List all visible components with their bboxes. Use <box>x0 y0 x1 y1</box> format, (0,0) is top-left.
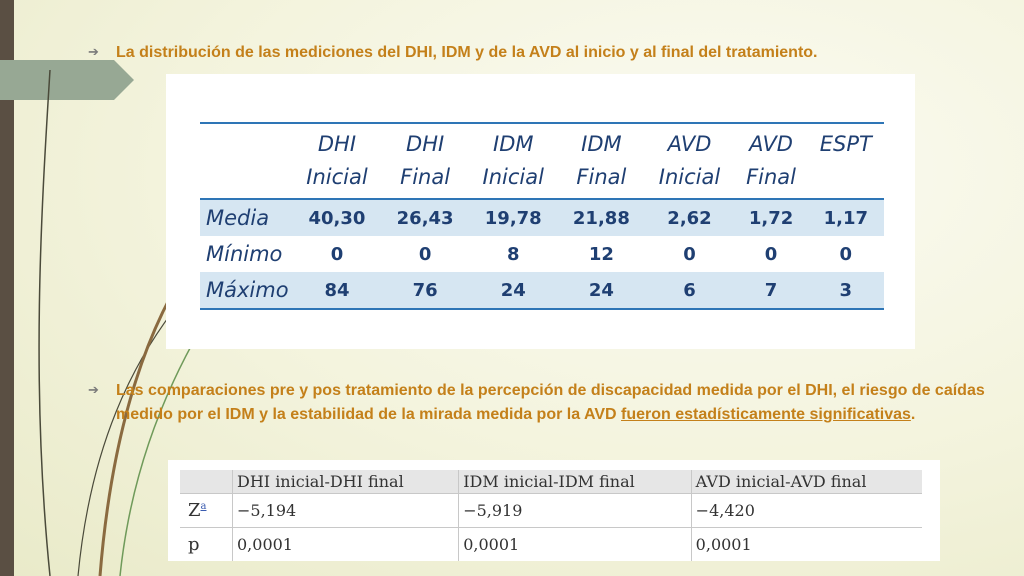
table-cell: 26,43 <box>382 199 468 236</box>
table-cell: 0 <box>330 243 344 265</box>
table-cell: 0 <box>764 243 778 265</box>
table-cell: 3 <box>808 272 884 309</box>
table-row <box>200 199 884 236</box>
table-cell: 19,78 <box>468 199 558 236</box>
arrow-bullet-icon: ➔ <box>88 44 99 59</box>
footnote-link[interactable]: a <box>200 501 207 512</box>
table-cell: 24 <box>558 272 644 309</box>
table-cell: 24 <box>468 272 558 309</box>
arrow-bullet-icon: ➔ <box>88 382 99 397</box>
bullet-text-1: La distribución de las mediciones del DHI, IDM y de la AVD al inicio y al final del tratamiento. <box>116 44 818 61</box>
table-cell: 0,0001 <box>691 528 922 562</box>
stats-table-header <box>200 123 884 199</box>
stats-table-panel <box>166 74 915 349</box>
row-label: Media <box>200 199 292 236</box>
table-cell: 1,72 <box>734 199 807 236</box>
table-row <box>180 528 922 562</box>
header-cell: DHI Final <box>400 132 451 189</box>
table-cell: 0 <box>418 243 432 265</box>
stats-table <box>200 122 884 310</box>
table-cell: 0,0001 <box>233 528 459 562</box>
bullet-text-2: Las comparaciones pre y pos tratamiento de la percepción de discapacidad medida por el DHI, el riesgo de caídas medido por el IDM y la estabilidad de la mirada medida por la AVD fueron estadísticamente significativas. <box>116 382 985 423</box>
left-arrow-shape <box>0 60 134 100</box>
table-cell: 21,88 <box>558 199 644 236</box>
table-cell: 2,62 <box>645 199 735 236</box>
header-cell: AVD Inicial <box>658 132 721 189</box>
table-cell: 76 <box>382 272 468 309</box>
header-cell <box>200 123 292 199</box>
table-cell: 8 <box>506 243 520 265</box>
row-label: Máximo <box>200 272 292 309</box>
header-cell: IDM Inicial <box>482 132 544 189</box>
table-cell: 6 <box>645 272 735 309</box>
table-cell: 7 <box>734 272 807 309</box>
comparison-table <box>180 470 922 561</box>
header-cell: DHI Inicial <box>306 132 368 189</box>
table-cell: 0,0001 <box>459 528 691 562</box>
table-row <box>200 236 884 272</box>
row-label: $Z^a$ <box>180 494 233 528</box>
comparison-header <box>180 470 922 494</box>
row-label: p <box>180 528 233 562</box>
table-cell: 12 <box>588 243 614 265</box>
table-cell: 0 <box>839 243 853 265</box>
table-row <box>200 272 884 309</box>
table-cell: −4,420 <box>691 494 922 528</box>
table-cell: −5,919 <box>459 494 691 528</box>
table-cell: 84 <box>292 272 382 309</box>
header-cell: AVD Final <box>746 132 797 189</box>
table-cell: −5,194 <box>233 494 459 528</box>
table-cell: 1,17 <box>808 199 884 236</box>
table-cell: 40,30 <box>292 199 382 236</box>
header-cell: ESPT <box>819 132 872 156</box>
table-row <box>180 494 922 528</box>
significance-link[interactable]: fueron estadísticamente significativas <box>621 406 911 423</box>
header-cell: DHI inicial-DHI final <box>233 470 459 494</box>
comparison-table-panel <box>168 460 940 561</box>
header-cell: AVD inicial-AVD final <box>691 470 922 494</box>
header-cell <box>180 470 233 494</box>
table-cell: 0 <box>683 243 696 265</box>
header-cell: IDM inicial-IDM final <box>459 470 691 494</box>
row-label: Mínimo <box>206 242 283 266</box>
header-cell: IDM Final <box>576 132 627 189</box>
